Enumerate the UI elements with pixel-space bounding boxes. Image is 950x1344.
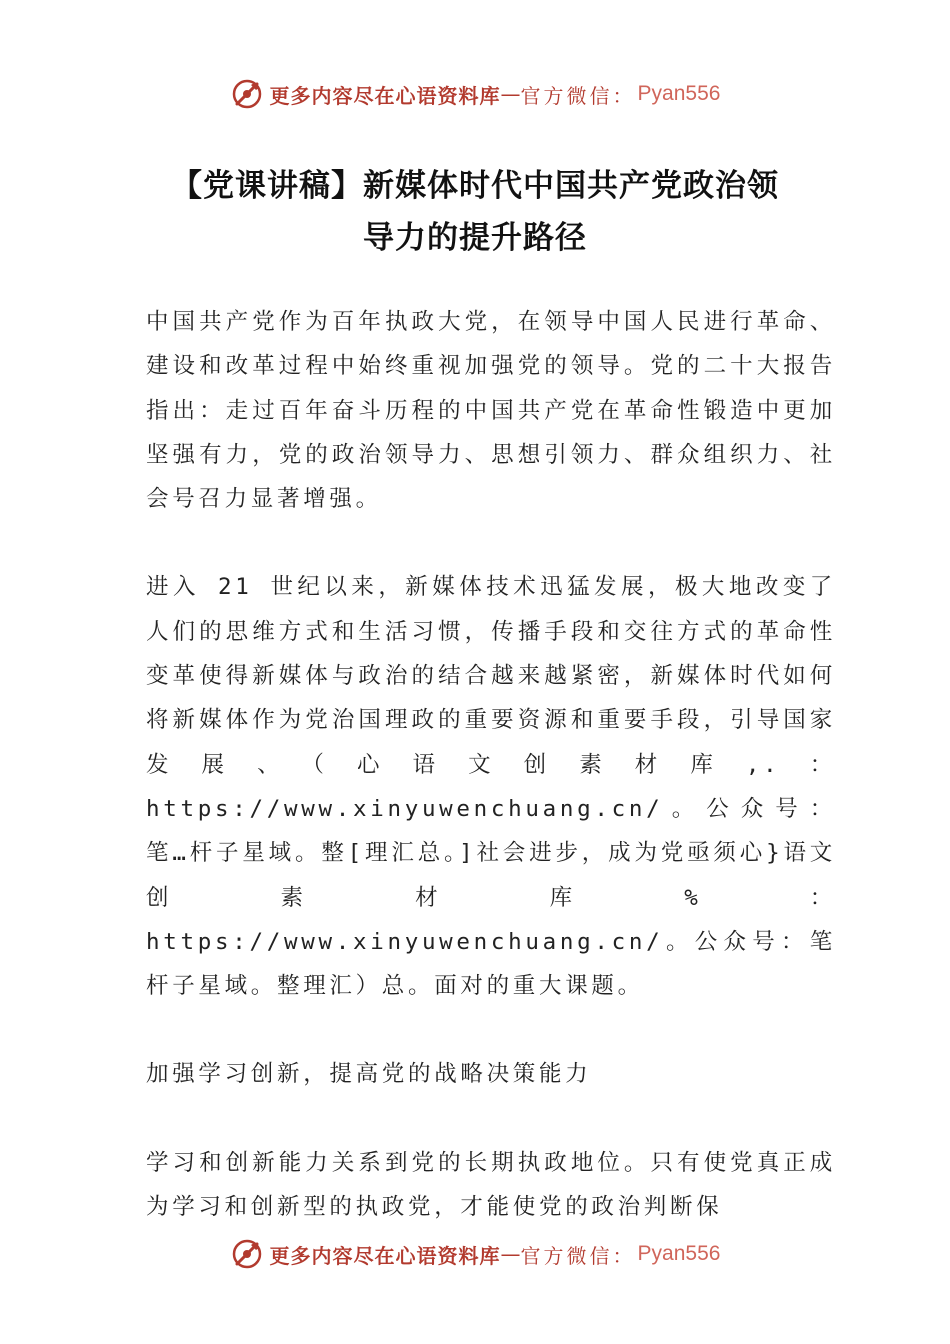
title-line-2: 导力的提升路径: [363, 220, 587, 256]
paragraph: 中国共产党作为百年执政大党，在领导中国人民进行革命、建设和改革过程中始终重视加强党的领导。党的二十大报告指出：走过百年奋斗历程的中国共产党在革命性锻造中更加坚强有力，党的政治领导力、思想引领力、群众组织力、社会号召力显著增强。: [146, 309, 836, 513]
watermark-banner-top: [0, 74, 950, 114]
watermark-dash: —: [500, 1242, 521, 1266]
watermark-main-text: 更多内容尽在心语资料库: [269, 1243, 501, 1268]
watermark-dash: —: [500, 82, 521, 106]
watermark-main-text: 更多内容尽在心语资料库: [269, 83, 501, 108]
watermark-wechat-id: Pyan556: [637, 1242, 721, 1265]
document-title: [100, 160, 850, 264]
watermark-wechat-label: 官方微信：: [520, 1243, 636, 1268]
pen-logo-icon: [230, 77, 264, 111]
watermark-wechat-id: Pyan556: [637, 82, 721, 105]
watermark-wechat-label: 官方微信：: [520, 83, 636, 108]
pen-logo-icon: [230, 1237, 264, 1271]
title-line-1: 【党课讲稿】新媒体时代中国共产党政治领: [171, 168, 779, 204]
paragraph: 进入 21 世纪以来，新媒体技术迅猛发展，极大地改变了人们的思维方式和生活习惯，传播手段和交往方式的革命性变革使得新媒体与政治的结合越来越紧密，新媒体时代如何将新媒体作为党治国理政的重要资源和重要手段，引导国家发展、（心语文创素材库,.：https://www.xinyuwenchuang.cn/。公众号：笔…杆子星域。整[理汇总。]社会进步，成为党亟须心}语文创素材库%：https://www.xinyuwenchuang.cn/。公众号：笔杆子星域。整理汇）总。面对的重大课题。: [146, 574, 836, 1000]
paragraph: 学习和创新能力关系到党的长期执政地位。只有使党真正成为学习和创新型的执政党，才能使党的政治判断保: [146, 1149, 836, 1221]
watermark-banner-bottom: [0, 1234, 950, 1274]
section-heading: 加强学习创新，提高党的战略决策能力: [146, 1061, 592, 1088]
document-body: [146, 300, 836, 1273]
